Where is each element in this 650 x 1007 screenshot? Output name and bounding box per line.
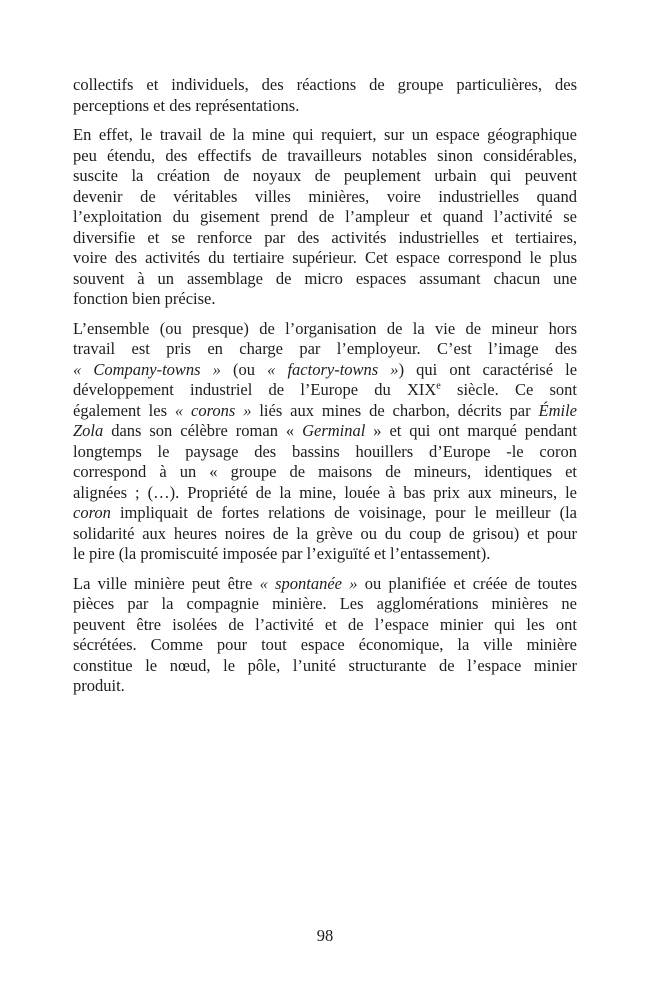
text-run: le pire (la promiscuité imposée par l’exiguïté et l’entassement). xyxy=(73,544,491,563)
text-line xyxy=(73,207,577,228)
italic-text-run: « factory-towns » xyxy=(267,359,399,379)
text-run: également les xyxy=(73,400,175,420)
text-run: (ou xyxy=(220,359,268,379)
text-run: voire des activités du tertiaire supérieur. Cet espace correspond le plus xyxy=(73,248,577,267)
text-run: ) qui ont caractérisé le xyxy=(398,359,578,379)
text-run: peuvent être isolées de l’activité et de l’espace minier qui les ont xyxy=(73,614,577,634)
text-run: liés aux mines de charbon, décrits par xyxy=(251,400,539,420)
text-line xyxy=(73,360,577,381)
text-line xyxy=(73,248,577,269)
superscript-run: e xyxy=(436,380,441,392)
text-line xyxy=(73,319,577,340)
text-run: constitue le nœud, le pôle, l’unité structurante de l’espace minier xyxy=(73,655,577,675)
text-run: siècle. Ce sont xyxy=(440,380,577,399)
text-run: devenir de véritables villes minières, voire industrielles quand xyxy=(73,186,577,206)
text-run: l’exploitation du gisement prend de l’ampleur et quand l’activité se xyxy=(73,207,577,226)
text-line xyxy=(73,125,577,146)
text-run: alignées ; (…). Propriété de la mine, louée à bas prix aux mineurs, le xyxy=(73,482,577,502)
text-line xyxy=(73,289,577,310)
text-run: ou planifiée et créée de toutes xyxy=(357,573,577,593)
text-line xyxy=(73,503,577,524)
text-line xyxy=(73,656,577,677)
text-line xyxy=(73,462,577,483)
text-line xyxy=(73,594,577,615)
text-line xyxy=(73,401,577,422)
text-run: perceptions et des représentations. xyxy=(73,95,300,115)
paragraph xyxy=(73,574,577,697)
italic-text-run: « spontanée » xyxy=(259,573,358,593)
text-line xyxy=(73,228,577,249)
text-run: solidarité aux heures noires de la grève ou du coup de grisou) et pour xyxy=(73,523,577,543)
text-run: développement industriel de l’Europe du XIX xyxy=(73,380,437,399)
text-line xyxy=(73,187,577,208)
text-line xyxy=(73,75,577,96)
text-run: suscite la création de noyaux de peuplement urbain qui peuvent xyxy=(73,166,577,185)
text-line xyxy=(73,339,577,360)
text-line xyxy=(73,421,577,442)
text-run: produit. xyxy=(73,676,125,695)
text-run: » et qui ont marqué pendant xyxy=(365,421,577,440)
text-line xyxy=(73,635,577,656)
text-run: En effet, le travail de la mine qui requiert, sur un espace géographique xyxy=(73,125,577,144)
italic-text-run: « Company-towns » xyxy=(73,359,221,379)
text-run: sécrétées. Comme pour tout espace économique, la ville minière xyxy=(73,635,577,654)
italic-text-run: Zola xyxy=(73,421,104,440)
text-run: peu étendu, des effectifs de travailleurs notables sinon considérables, xyxy=(73,145,577,165)
italic-text-run: Germinal xyxy=(302,421,366,440)
text-line xyxy=(73,96,577,117)
paragraph xyxy=(73,125,577,310)
text-line xyxy=(73,442,577,463)
text-line xyxy=(73,483,577,504)
italic-text-run: « corons » xyxy=(174,400,252,420)
text-run: dans son célèbre roman « xyxy=(103,421,303,440)
italic-text-run: coron xyxy=(73,503,111,522)
text-run: pièces par la compagnie minière. Les agglomérations minières ne xyxy=(73,594,577,613)
text-run: diversifie et se renforce par des activités industrielles et tertiaires, xyxy=(73,227,577,247)
text-line xyxy=(73,676,577,697)
text-block xyxy=(73,75,577,706)
text-run: souvent à un assemblage de micro espaces assumant chacun une xyxy=(73,268,577,288)
text-line xyxy=(73,615,577,636)
text-line xyxy=(73,524,577,545)
text-run: collectifs et individuels, des réactions de groupe particulières, des xyxy=(73,75,577,94)
paragraph xyxy=(73,75,577,116)
text-run: La ville minière peut être xyxy=(73,573,260,593)
text-run: fonction bien précise. xyxy=(73,289,216,308)
text-line xyxy=(73,380,577,401)
text-run: impliquait de fortes relations de voisinage, pour le meilleur (la xyxy=(110,503,577,522)
text-line xyxy=(73,146,577,167)
page-number: 98 xyxy=(316,926,334,945)
text-line xyxy=(73,574,577,595)
text-run: L’ensemble (ou presque) de l’organisation de la vie de mineur hors xyxy=(73,318,577,338)
italic-text-run: Émile xyxy=(538,400,577,420)
paragraph xyxy=(73,319,577,565)
text-run: travail est pris en charge par l’employeur. C’est l’image des xyxy=(73,339,577,358)
text-line xyxy=(73,166,577,187)
text-run: correspond à un « groupe de maisons de mineurs, identiques et xyxy=(73,462,577,481)
text-line xyxy=(73,544,577,565)
text-line xyxy=(73,269,577,290)
text-run: longtemps le paysage des bassins houillers d’Europe -le coron xyxy=(73,441,577,461)
